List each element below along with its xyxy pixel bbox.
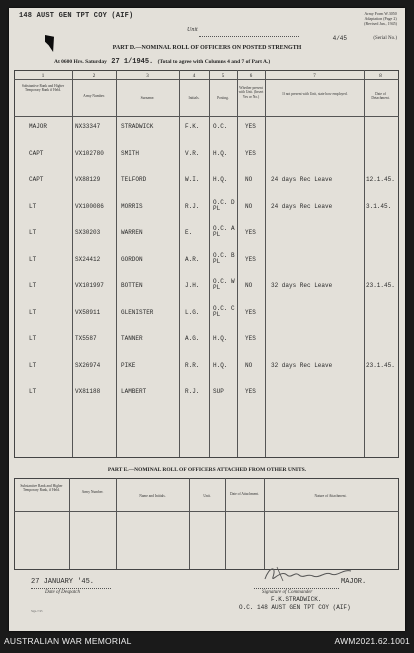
unit-label: Unit bbox=[187, 27, 198, 33]
cell-number: NX33347 bbox=[75, 123, 101, 130]
cell-surname: PIKE bbox=[121, 361, 136, 369]
cell-posting: O.C. C PL bbox=[213, 304, 235, 318]
cell-number: SX30203 bbox=[75, 229, 101, 236]
cell-initials: R.J. bbox=[185, 388, 200, 395]
unit-underline bbox=[199, 36, 299, 37]
cell-number: TX5587 bbox=[75, 335, 97, 342]
cell-present: YES bbox=[245, 335, 256, 342]
cell-rank: CAPT bbox=[29, 176, 44, 183]
cell-initials: W.I. bbox=[185, 176, 200, 183]
despatch-date: 27 JANUARY '45. bbox=[31, 578, 95, 586]
archive-caption: AUSTRALIAN WAR MEMORIAL bbox=[4, 636, 132, 646]
cell-rank: LT bbox=[29, 202, 37, 210]
archive-id: AWM2021.62.1001 bbox=[334, 636, 410, 646]
document-page: 148 AUST GEN TPT COY (AIF) Unit Army Form W.3050 Adaptation (Page 2) (Revised Jan., 1945) 4/45 (Serial No.) PART D.—NOMINAL ROLL OF OFFICERS ON POSTED STRENGTH At 0600 Hrs. Saturday 27 1/1945. (Total to agree with Columns 4 and 7 of Part A.) 1 2 3 4 5 6 7 8 Substantive Rank and Higher Temporary Rank if Held. Army Number. Surname. Initials. Posting. Whether present with Unit. (Insert Yes or No.) If not present with Unit, state how employed. Date of Detachment. MAJOR NX33347 STRADWICK F.K. O.C. YES CAPT VX102780 SMITH V.R. H.Q. YES CAPT VX88129 TELFORD W.I. H.Q. NO 24 days Rec Leave 12.1.45. LT VX100086 MORRIS R.J. O.C. D PL NO 24 days Rec Leave 3.1.45. LT SX30203 WARREN E. O.C. A PL YES LT SX24412 GORDON A.R. O.C. B PL YES LT VX101997 BOTTEN J.H. O.C. W PL NO 32 days Rec Leave 23.1.45. LT VX58911 GLENISTER L.G. O.C. C PL YES LT TX5587 TANNER A.G. H.Q. YES LT SX26974 PIKE R.R. H.Q. NO 32 days Rec Leave 23.1.45. LT VX81188 LAMBERT R.J. SUP YES PART E.—NOMINAL ROLL OF OFFICERS ATTACHED FROM OTHER UNITS. Substantive Rank and Higher Temporary Rank, if Held. Army Number. Name and Initials. Unit. Date of Attachment. Nature of Attachment. 27 JANUARY '45. Date of Despatch MAJOR. Signature of Commander F.K.STRADWICK. O.C. 148 AUST GEN TPT COY (AIF) Sigs-7/45 bbox=[9, 8, 405, 631]
cell-surname: TELFORD bbox=[121, 176, 147, 183]
cell-date: 3.1.45. bbox=[366, 202, 392, 210]
cell-posting: H.Q. bbox=[213, 335, 228, 342]
cell-initials: A.R. bbox=[185, 255, 200, 263]
cell-present: NO bbox=[245, 361, 253, 369]
cell-surname: STRADWICK bbox=[121, 123, 154, 130]
part-d-at-line: At 0600 Hrs. Saturday 27 1/1945. (Total to agree with Columns 4 and 7 of Part A.) bbox=[54, 58, 271, 66]
signer-name: F.K.STRADWICK. bbox=[271, 596, 322, 603]
cell-employed: 24 days Rec Leave bbox=[271, 176, 333, 183]
cell-date: 23.1.45. bbox=[366, 361, 395, 369]
cell-surname: TANNER bbox=[121, 335, 143, 342]
cell-initials: E. bbox=[185, 229, 193, 236]
cell-initials: R.J. bbox=[185, 202, 200, 210]
cell-posting: H.Q. bbox=[213, 149, 228, 157]
cell-initials: L.G. bbox=[185, 308, 200, 316]
cell-number: SX26974 bbox=[75, 361, 101, 369]
cell-present: YES bbox=[245, 149, 256, 157]
cell-employed: 24 days Rec Leave bbox=[271, 202, 333, 210]
despatch-date-label: Date of Despatch bbox=[45, 590, 80, 595]
cell-surname: LAMBERT bbox=[121, 388, 147, 395]
cell-posting: O.C. B PL bbox=[213, 251, 235, 265]
cell-surname: WARREN bbox=[121, 229, 143, 236]
cell-surname: SMITH bbox=[121, 149, 140, 157]
signer-block bbox=[239, 596, 351, 612]
cell-present: YES bbox=[245, 229, 256, 236]
cell-rank: CAPT bbox=[29, 149, 44, 157]
cell-posting: H.Q. bbox=[213, 361, 228, 369]
cell-initials: R.R. bbox=[185, 361, 200, 369]
cell-rank: LT bbox=[29, 308, 37, 316]
cell-posting: O.C. bbox=[213, 123, 228, 130]
part-d-date: 27 1/1945. bbox=[111, 58, 154, 66]
cell-posting: O.C. D PL bbox=[213, 198, 235, 212]
cell-number: VX100086 bbox=[75, 202, 104, 210]
cell-employed: 32 days Rec Leave bbox=[271, 361, 333, 369]
part-d-title: PART D.—NOMINAL ROLL OF OFFICERS ON POSTED STRENGTH bbox=[112, 45, 302, 51]
form-reference: Army Form W.3050 Adaptation (Page 2) (Revised Jan., 1945) bbox=[364, 11, 397, 26]
cell-number: VX102780 bbox=[75, 149, 104, 157]
cell-present: YES bbox=[245, 255, 256, 263]
cell-rank: LT bbox=[29, 388, 37, 395]
cell-surname: BOTTEN bbox=[121, 282, 143, 289]
cell-initials: F.K. bbox=[185, 123, 200, 130]
cell-present: NO bbox=[245, 282, 253, 289]
cell-number: VX81188 bbox=[75, 388, 101, 395]
cell-surname: MORRIS bbox=[121, 202, 143, 210]
cell-posting: O.C. W PL bbox=[213, 278, 235, 291]
cell-present: YES bbox=[245, 123, 256, 130]
cell-initials: V.R. bbox=[185, 149, 200, 157]
cell-rank: MAJOR bbox=[29, 123, 48, 130]
cell-rank: LT bbox=[29, 335, 37, 342]
cell-rank: LT bbox=[29, 229, 37, 236]
print-code: Sigs-7/45 bbox=[31, 609, 43, 613]
serial-label: (Serial No.) bbox=[373, 36, 397, 41]
cell-employed: 32 days Rec Leave bbox=[271, 282, 333, 289]
cell-surname: GLENISTER bbox=[121, 308, 154, 316]
signer-title: O.C. 148 AUST GEN TPT COY (AIF) bbox=[239, 604, 351, 611]
cell-initials: A.G. bbox=[185, 335, 200, 342]
cell-surname: GORDON bbox=[121, 255, 143, 263]
cell-number: VX58911 bbox=[75, 308, 101, 316]
cell-rank: LT bbox=[29, 255, 37, 263]
cell-posting: H.Q. bbox=[213, 176, 228, 183]
cell-rank: LT bbox=[29, 282, 37, 289]
cell-present: YES bbox=[245, 388, 256, 395]
cell-present: NO bbox=[245, 202, 253, 210]
cell-present: NO bbox=[245, 176, 253, 183]
cell-date: 12.1.45. bbox=[366, 176, 395, 183]
cell-date: 23.1.45. bbox=[366, 282, 395, 289]
cell-initials: J.H. bbox=[185, 282, 200, 289]
cell-rank: LT bbox=[29, 361, 37, 369]
cell-posting: O.C. A PL bbox=[213, 225, 235, 238]
signer-rank: MAJOR. bbox=[341, 578, 367, 586]
part-e-title: PART E.—NOMINAL ROLL OF OFFICERS ATTACHED FROM OTHER UNITS. bbox=[107, 467, 307, 473]
cell-number: VX101997 bbox=[75, 282, 104, 289]
signature-label: Signature of Commander bbox=[262, 590, 313, 595]
cell-number: SX24412 bbox=[75, 255, 101, 263]
unit-title: 148 AUST GEN TPT COY (AIF) bbox=[19, 12, 134, 20]
cell-number: VX88129 bbox=[75, 176, 101, 183]
serial-number: 4/45 bbox=[332, 35, 347, 42]
cell-posting: SUP bbox=[213, 388, 224, 395]
cell-present: YES bbox=[245, 308, 256, 316]
